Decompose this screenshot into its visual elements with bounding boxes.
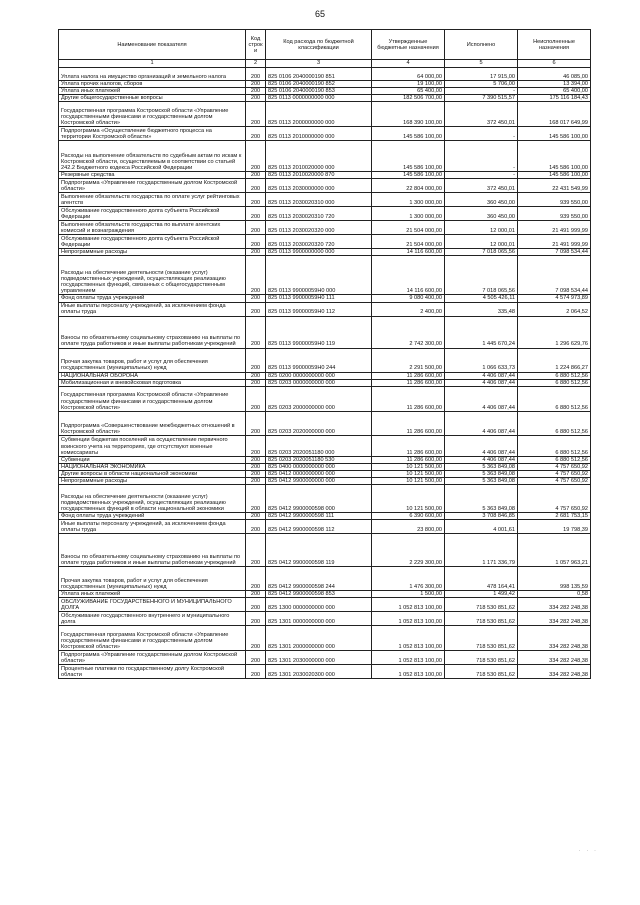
row-name: Уплата прочих налогов, сборов xyxy=(59,81,246,88)
row-classification-code: 825 0412 9900000598 244 xyxy=(266,567,372,591)
row-executed: 718 530 851,62 xyxy=(445,665,518,679)
table-row xyxy=(59,179,591,193)
row-line-code: 200 xyxy=(246,456,266,463)
row-name: Процентные платежи по государственному долгу Костромской области xyxy=(59,665,246,679)
table-row xyxy=(59,372,591,379)
row-classification-code: 825 0113 2000000000 000 xyxy=(266,102,372,127)
row-approved: 10 121 500,00 xyxy=(372,478,445,485)
row-name: Резервные средства xyxy=(59,172,246,179)
row-classification-code: 825 0113 2030020310 000 xyxy=(266,193,372,207)
table-row xyxy=(59,665,591,679)
row-approved: 11 286 600,00 xyxy=(372,386,445,411)
row-name: НАЦИОНАЛЬНАЯ ОБОРОНА xyxy=(59,372,246,379)
row-name: Государственная программа Костромской области «Управление государственными финансами и государственным долгом Костромской области» xyxy=(59,386,246,411)
row-classification-code: 825 0113 2030000000 000 xyxy=(266,179,372,193)
table-row xyxy=(59,102,591,127)
column-number: 2 xyxy=(246,60,266,68)
row-unexecuted: 1 057 963,21 xyxy=(518,534,591,567)
row-executed: 372 450,01 xyxy=(445,179,518,193)
row-classification-code: 825 1300 0000000000 000 xyxy=(266,598,372,612)
row-executed: 5 363 849,08 xyxy=(445,485,518,513)
table-row xyxy=(59,612,591,626)
row-classification-code: 825 1301 2000000000 000 xyxy=(266,626,372,651)
table-row xyxy=(59,141,591,172)
row-name: Государственная программа Костромской области «Управление государственными финансами и государственным долгом Костромской области» xyxy=(59,626,246,651)
row-line-code: 200 xyxy=(246,411,266,435)
row-line-code: 200 xyxy=(246,81,266,88)
row-unexecuted: 939 550,00 xyxy=(518,193,591,207)
row-line-code: 200 xyxy=(246,665,266,679)
row-line-code: 200 xyxy=(246,172,266,179)
row-name: Непрограммные расходы xyxy=(59,478,246,485)
row-executed: 360 450,00 xyxy=(445,193,518,207)
row-executed: 7 018 065,56 xyxy=(445,249,518,256)
row-approved: 145 586 100,00 xyxy=(372,141,445,172)
table-row xyxy=(59,172,591,179)
header-name: Наименование показателя xyxy=(59,30,246,60)
table-header-row xyxy=(59,30,591,60)
row-approved: 1 052 813 100,00 xyxy=(372,651,445,665)
header-unexecuted: Неисполненные назначения xyxy=(518,30,591,60)
row-executed: 1 171 336,79 xyxy=(445,534,518,567)
row-approved: 11 286 600,00 xyxy=(372,379,445,386)
row-approved: 10 121 500,00 xyxy=(372,463,445,470)
row-classification-code: 825 0113 99000059Н0 244 xyxy=(266,348,372,372)
row-unexecuted: 19 798,39 xyxy=(518,520,591,534)
row-unexecuted: 6 880 512,56 xyxy=(518,411,591,435)
row-unexecuted: 939 550,00 xyxy=(518,207,591,221)
row-approved: 145 586 100,00 xyxy=(372,172,445,179)
row-line-code: 200 xyxy=(246,534,266,567)
row-unexecuted: 6 880 512,56 xyxy=(518,435,591,456)
row-name: Непрограммные расходы xyxy=(59,249,246,256)
row-line-code: 200 xyxy=(246,68,266,81)
table-row xyxy=(59,235,591,249)
table-row xyxy=(59,256,591,295)
row-executed: 718 530 851,62 xyxy=(445,626,518,651)
table-row xyxy=(59,463,591,470)
row-classification-code: 825 0113 9900000000 000 xyxy=(266,249,372,256)
row-executed: 17 915,00 xyxy=(445,68,518,81)
row-classification-code: 825 0113 2010020000 870 xyxy=(266,172,372,179)
row-unexecuted: 22 431 549,99 xyxy=(518,179,591,193)
row-line-code: 200 xyxy=(246,348,266,372)
row-unexecuted: 2 681 753,15 xyxy=(518,513,591,520)
header-classification-code: Код расхода по бюджетной классификации xyxy=(266,30,372,60)
row-classification-code: 825 0113 2010020000 000 xyxy=(266,141,372,172)
row-executed: 3 708 846,85 xyxy=(445,513,518,520)
row-executed: - xyxy=(445,88,518,95)
row-approved: 11 286 600,00 xyxy=(372,456,445,463)
row-approved: 2 400,00 xyxy=(372,302,445,316)
row-executed: 718 530 851,62 xyxy=(445,598,518,612)
table-row xyxy=(59,456,591,463)
row-approved: 22 804 000,00 xyxy=(372,179,445,193)
row-unexecuted: 4 574 973,89 xyxy=(518,295,591,302)
row-name: Иные выплаты персоналу учреждений, за исключением фонда оплаты труда xyxy=(59,520,246,534)
row-classification-code: 825 0400 0000000000 000 xyxy=(266,463,372,470)
row-approved: 14 116 600,00 xyxy=(372,256,445,295)
row-name: Государственная программа Костромской области «Управление государственными финансами и государственным долгом Костромской области» xyxy=(59,102,246,127)
row-approved: 2 291 500,00 xyxy=(372,348,445,372)
table-row xyxy=(59,127,591,141)
table-row xyxy=(59,591,591,598)
row-line-code: 200 xyxy=(246,435,266,456)
row-unexecuted: 168 017 649,99 xyxy=(518,102,591,127)
row-unexecuted: 334 282 248,38 xyxy=(518,612,591,626)
row-line-code: 200 xyxy=(246,470,266,477)
row-unexecuted: 65 400,00 xyxy=(518,88,591,95)
table-row xyxy=(59,379,591,386)
table-row xyxy=(59,221,591,235)
row-line-code: 200 xyxy=(246,386,266,411)
row-approved: 23 800,00 xyxy=(372,520,445,534)
column-number: 5 xyxy=(445,60,518,68)
table-row xyxy=(59,68,591,81)
row-line-code: 200 xyxy=(246,379,266,386)
row-classification-code: 825 1301 2030000000 000 xyxy=(266,651,372,665)
row-executed: 12 000,01 xyxy=(445,221,518,235)
row-classification-code: 825 1301 2030020300 000 xyxy=(266,665,372,679)
row-executed: - xyxy=(445,141,518,172)
row-approved: 1 052 813 100,00 xyxy=(372,612,445,626)
table-row xyxy=(59,386,591,411)
row-name: Расходы на обеспечение деятельности (оказание услуг) подведомственных учреждений, осуществляющих реализацию государственных функций, связанных с общегосударственным управлением xyxy=(59,256,246,295)
row-line-code: 200 xyxy=(246,295,266,302)
row-classification-code: 825 0412 9900000598 000 xyxy=(266,485,372,513)
row-approved: 21 504 000,00 xyxy=(372,235,445,249)
table-row xyxy=(59,295,591,302)
row-name: ОБСЛУЖИВАНИЕ ГОСУДАРСТВЕННОГО И МУНИЦИПАЛЬНОГО ДОЛГА xyxy=(59,598,246,612)
row-line-code: 200 xyxy=(246,221,266,235)
row-name: Выполнение обязательств государства по выплате агентских комиссий и вознаграждения xyxy=(59,221,246,235)
column-number: 3 xyxy=(266,60,372,68)
row-approved: 10 121 500,00 xyxy=(372,485,445,513)
row-executed: 372 450,01 xyxy=(445,102,518,127)
row-name: Подпрограмма «Совершенствование межбюджетных отношений в Костромской области» xyxy=(59,411,246,435)
row-approved: 1 052 813 100,00 xyxy=(372,665,445,679)
row-executed: 478 164,41 xyxy=(445,567,518,591)
row-classification-code: 825 0412 0000000000 000 xyxy=(266,470,372,477)
row-classification-code: 825 0203 2000000000 000 xyxy=(266,386,372,411)
row-executed: 4 406 087,44 xyxy=(445,372,518,379)
row-unexecuted: 334 282 248,38 xyxy=(518,651,591,665)
header-executed: Исполнено xyxy=(445,30,518,60)
table-row xyxy=(59,88,591,95)
row-line-code: 200 xyxy=(246,316,266,348)
row-approved: 9 080 400,00 xyxy=(372,295,445,302)
row-approved: 14 116 600,00 xyxy=(372,249,445,256)
row-classification-code: 825 0412 9900000000 000 xyxy=(266,478,372,485)
row-line-code: 200 xyxy=(246,193,266,207)
row-approved: 182 506 700,00 xyxy=(372,95,445,102)
row-classification-code: 825 0412 9900000598 853 xyxy=(266,591,372,598)
row-approved: 65 400,00 xyxy=(372,88,445,95)
row-executed: 4 406 087,44 xyxy=(445,435,518,456)
row-name: Взносы по обязательному социальному страхованию на выплаты по оплате труда работников и иные выплаты работникам учреждений xyxy=(59,316,246,348)
row-line-code: 200 xyxy=(246,141,266,172)
row-classification-code: 825 0203 2020051180 000 xyxy=(266,435,372,456)
row-classification-code: 825 0113 0000000000 000 xyxy=(266,95,372,102)
row-classification-code: 825 0412 9900000598 119 xyxy=(266,534,372,567)
row-approved: 11 286 600,00 xyxy=(372,372,445,379)
row-classification-code: 825 0106 2040000190 853 xyxy=(266,88,372,95)
row-name: Прочая закупка товаров, работ и услуг для обеспечения государственных (муниципальных) нужд xyxy=(59,348,246,372)
row-classification-code: 825 0113 99000059Н0 111 xyxy=(266,295,372,302)
row-unexecuted: 4 757 650,92 xyxy=(518,470,591,477)
row-name: Субвенции бюджетам поселений на осуществление первичного воинского учета на территориях, где отсутствуют военные комиссариаты xyxy=(59,435,246,456)
row-name: Уплата иных платежей xyxy=(59,88,246,95)
row-line-code: 200 xyxy=(246,127,266,141)
table-row xyxy=(59,478,591,485)
row-classification-code: 825 0203 0000000000 000 xyxy=(266,379,372,386)
row-approved: 2 742 300,00 xyxy=(372,316,445,348)
row-name: Мобилизационная и вневойсковая подготовка xyxy=(59,379,246,386)
row-line-code: 200 xyxy=(246,179,266,193)
column-number: 1 xyxy=(59,60,246,68)
row-executed: - xyxy=(445,127,518,141)
row-unexecuted: 998 135,59 xyxy=(518,567,591,591)
row-name: Обслуживание государственного внутреннего и муниципального долга xyxy=(59,612,246,626)
row-executed: 7 390 515,57 xyxy=(445,95,518,102)
row-classification-code: 825 0200 0000000000 000 xyxy=(266,372,372,379)
row-executed: 7 018 065,56 xyxy=(445,256,518,295)
row-unexecuted: 6 880 512,56 xyxy=(518,456,591,463)
row-name: Другие общегосударственные вопросы xyxy=(59,95,246,102)
row-approved: 11 286 600,00 xyxy=(372,411,445,435)
row-classification-code: 825 1301 0000000000 000 xyxy=(266,612,372,626)
row-name: Обслуживание государственного долга субъекта Российской Федерации xyxy=(59,207,246,221)
table-row xyxy=(59,193,591,207)
header-approved: Утвержденные бюджетные назначения xyxy=(372,30,445,60)
row-line-code: 200 xyxy=(246,302,266,316)
table-row xyxy=(59,485,591,513)
row-line-code: 200 xyxy=(246,372,266,379)
row-classification-code: 825 0106 2040000190 852 xyxy=(266,81,372,88)
row-line-code: 200 xyxy=(246,591,266,598)
row-approved: 1 300 000,00 xyxy=(372,207,445,221)
row-classification-code: 825 0113 2010000000 000 xyxy=(266,127,372,141)
row-approved: 11 286 600,00 xyxy=(372,435,445,456)
table-row xyxy=(59,513,591,520)
row-unexecuted: 7 098 534,44 xyxy=(518,256,591,295)
row-unexecuted: 21 491 999,99 xyxy=(518,221,591,235)
row-line-code: 200 xyxy=(246,478,266,485)
row-approved: 1 052 813 100,00 xyxy=(372,598,445,612)
row-approved: 10 121 500,00 xyxy=(372,470,445,477)
row-approved: 64 000,00 xyxy=(372,68,445,81)
row-executed: 718 530 851,62 xyxy=(445,612,518,626)
row-classification-code: 825 0203 2020051180 530 xyxy=(266,456,372,463)
row-unexecuted: 334 282 248,38 xyxy=(518,665,591,679)
row-executed: 4 406 087,44 xyxy=(445,386,518,411)
row-executed: 5 363 849,08 xyxy=(445,470,518,477)
row-approved: 145 586 100,00 xyxy=(372,127,445,141)
row-line-code: 200 xyxy=(246,207,266,221)
row-approved: 1 500,00 xyxy=(372,591,445,598)
row-line-code: 200 xyxy=(246,235,266,249)
row-unexecuted: 4 757 650,92 xyxy=(518,463,591,470)
row-name: Подпрограмма «Управление государственным долгом Костромской области» xyxy=(59,179,246,193)
row-name: Выполнение обязательств государства по оплате услуг рейтинговых агентств xyxy=(59,193,246,207)
row-line-code: 200 xyxy=(246,485,266,513)
column-number: 6 xyxy=(518,60,591,68)
row-line-code: 200 xyxy=(246,520,266,534)
row-line-code: 200 xyxy=(246,567,266,591)
row-name: Уплата иных платежей xyxy=(59,591,246,598)
table-row xyxy=(59,411,591,435)
row-executed: - xyxy=(445,172,518,179)
row-executed: 5 706,00 xyxy=(445,81,518,88)
row-line-code: 200 xyxy=(246,88,266,95)
row-approved: 21 504 000,00 xyxy=(372,221,445,235)
row-executed: 335,48 xyxy=(445,302,518,316)
table-row xyxy=(59,567,591,591)
row-approved: 1 052 813 100,00 xyxy=(372,626,445,651)
row-name: Подпрограмма «Управление государственным долгом Костромской области» xyxy=(59,651,246,665)
row-unexecuted: 21 491 999,99 xyxy=(518,235,591,249)
row-unexecuted: 175 116 184,43 xyxy=(518,95,591,102)
row-classification-code: 825 0113 99000059Н0 119 xyxy=(266,316,372,348)
row-executed: 1 499,42 xyxy=(445,591,518,598)
row-unexecuted: 145 586 100,00 xyxy=(518,127,591,141)
row-unexecuted: 4 757 650,92 xyxy=(518,485,591,513)
row-executed: 360 450,00 xyxy=(445,207,518,221)
row-name: Обслуживание государственного долга субъекта Российской Федерации xyxy=(59,235,246,249)
row-unexecuted: 7 098 534,44 xyxy=(518,249,591,256)
row-unexecuted: 145 586 100,00 xyxy=(518,172,591,179)
table-row xyxy=(59,207,591,221)
row-unexecuted: 145 586 100,00 xyxy=(518,141,591,172)
row-unexecuted: 4 757 650,92 xyxy=(518,478,591,485)
row-executed: 4 406 087,44 xyxy=(445,411,518,435)
row-executed: 12 000,01 xyxy=(445,235,518,249)
row-approved: 19 100,00 xyxy=(372,81,445,88)
row-unexecuted: 6 880 512,56 xyxy=(518,372,591,379)
row-line-code: 200 xyxy=(246,249,266,256)
row-name: Фонд оплаты труда учреждений xyxy=(59,295,246,302)
table-row xyxy=(59,626,591,651)
table-body xyxy=(59,68,591,679)
row-name: Уплата налога на имущество организаций и земельного налога xyxy=(59,68,246,81)
row-name: Взносы по обязательному социальному страхованию на выплаты по оплате труда работников и иные выплаты работникам учреждений xyxy=(59,534,246,567)
row-executed: 4 001,61 xyxy=(445,520,518,534)
row-line-code: 200 xyxy=(246,102,266,127)
row-unexecuted: 6 880 512,56 xyxy=(518,386,591,411)
row-executed: 5 363 849,08 xyxy=(445,478,518,485)
row-line-code: 200 xyxy=(246,256,266,295)
table-row xyxy=(59,249,591,256)
row-executed: 4 406 087,44 xyxy=(445,456,518,463)
row-line-code: 200 xyxy=(246,598,266,612)
row-name: Расходы на выполнение обязательств по судебным актам по искам к Костромской области, осуществляемым в соответствии со статьей 242.2 Бюджетного кодекса Российской Федерации xyxy=(59,141,246,172)
row-executed: 1 066 633,73 xyxy=(445,348,518,372)
row-classification-code: 825 0113 99000059Н0 000 xyxy=(266,256,372,295)
table-row xyxy=(59,95,591,102)
row-approved: 1 300 000,00 xyxy=(372,193,445,207)
row-name: Субвенции xyxy=(59,456,246,463)
row-unexecuted: 2 064,52 xyxy=(518,302,591,316)
row-classification-code: 825 0412 9900000598 111 xyxy=(266,513,372,520)
row-approved: 1 476 300,00 xyxy=(372,567,445,591)
budget-execution-table xyxy=(58,29,591,679)
row-unexecuted: 334 282 248,38 xyxy=(518,626,591,651)
row-unexecuted: 334 282 248,38 xyxy=(518,598,591,612)
table-row xyxy=(59,348,591,372)
header-line-code: Код строк и xyxy=(246,30,266,60)
row-classification-code: 825 0113 2030020310 720 xyxy=(266,207,372,221)
table-row xyxy=(59,316,591,348)
row-line-code: 200 xyxy=(246,626,266,651)
row-classification-code: 825 0113 99000059Н0 112 xyxy=(266,302,372,316)
row-name: Фонд оплаты труда учреждений xyxy=(59,513,246,520)
table-row xyxy=(59,534,591,567)
row-classification-code: 825 0106 2040000190 851 xyxy=(266,68,372,81)
row-name: Расходы на обеспечение деятельности (оказание услуг) подведомственных учреждений, осуществляющих реализацию государственных функций в области национальной экономики xyxy=(59,485,246,513)
table-row xyxy=(59,470,591,477)
row-unexecuted: 46 085,00 xyxy=(518,68,591,81)
row-classification-code: 825 0412 9900000598 112 xyxy=(266,520,372,534)
row-classification-code: 825 0113 2030020320 000 xyxy=(266,221,372,235)
row-line-code: 200 xyxy=(246,463,266,470)
page-number: 65 xyxy=(314,9,325,19)
row-executed: 5 363 849,08 xyxy=(445,463,518,470)
row-name: НАЦИОНАЛЬНАЯ ЭКОНОМИКА xyxy=(59,463,246,470)
table-row xyxy=(59,598,591,612)
row-classification-code: 825 0113 2030020320 720 xyxy=(266,235,372,249)
row-classification-code: 825 0203 2020000000 000 xyxy=(266,411,372,435)
row-line-code: 200 xyxy=(246,612,266,626)
row-name: Другие вопросы в области национальной экономики xyxy=(59,470,246,477)
row-name: Подпрограмма «Осуществление бюджетного процесса на территории Костромской области» xyxy=(59,127,246,141)
table-row xyxy=(59,520,591,534)
row-executed: 4 406 087,44 xyxy=(445,379,518,386)
row-line-code: 200 xyxy=(246,651,266,665)
row-unexecuted: 1 224 866,27 xyxy=(518,348,591,372)
table-row xyxy=(59,302,591,316)
column-number-row xyxy=(59,60,591,68)
row-name: Иные выплаты персоналу учреждений, за исключением фонда оплаты труда xyxy=(59,302,246,316)
row-unexecuted: 6 880 512,56 xyxy=(518,379,591,386)
row-name: Прочая закупка товаров, работ и услуг для обеспечения государственных (муниципальных) нужд xyxy=(59,567,246,591)
table-row xyxy=(59,651,591,665)
column-number: 4 xyxy=(372,60,445,68)
row-executed: 4 505 426,11 xyxy=(445,295,518,302)
row-line-code: 200 xyxy=(246,95,266,102)
row-line-code: 200 xyxy=(246,513,266,520)
table-row xyxy=(59,435,591,456)
row-unexecuted: 1 296 629,76 xyxy=(518,316,591,348)
table-row xyxy=(59,81,591,88)
row-unexecuted: 0,58 xyxy=(518,591,591,598)
row-executed: 1 445 670,24 xyxy=(445,316,518,348)
row-unexecuted: 13 394,00 xyxy=(518,81,591,88)
row-approved: 6 390 600,00 xyxy=(372,513,445,520)
row-executed: 718 530 851,62 xyxy=(445,651,518,665)
scan-artifact: · · · xyxy=(578,848,598,854)
row-approved: 2 229 300,00 xyxy=(372,534,445,567)
row-approved: 168 390 100,00 xyxy=(372,102,445,127)
